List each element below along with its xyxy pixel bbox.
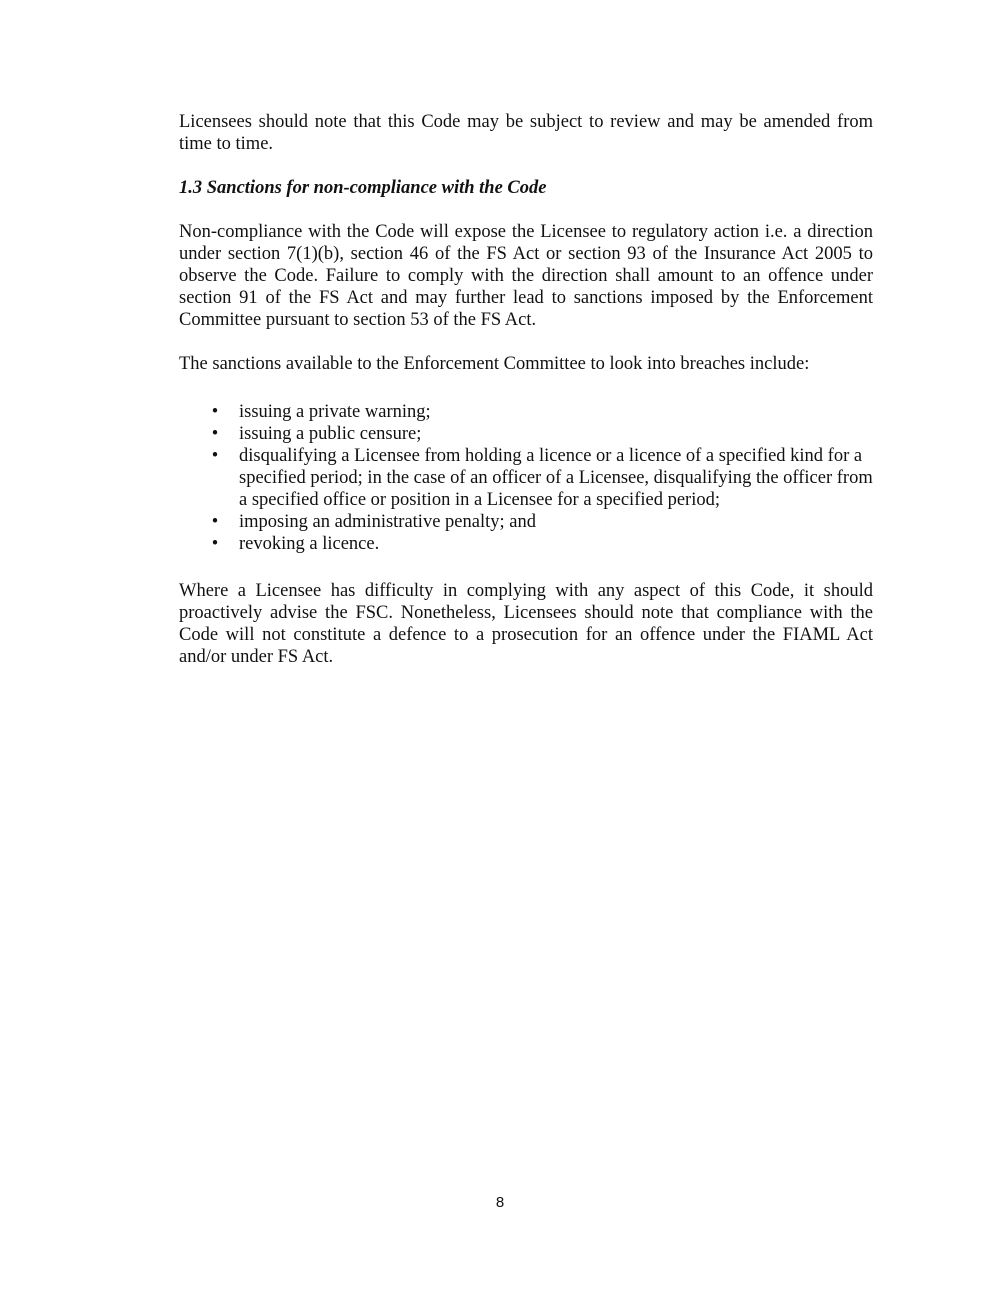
bullet-icon: • <box>211 446 219 466</box>
list-item-text: issuing a private warning; <box>239 402 431 422</box>
list-item-text: issuing a public censure; <box>239 424 422 444</box>
sanctions-list <box>179 401 873 555</box>
bullet-icon: • <box>211 512 219 532</box>
page-number: 8 <box>495 1194 505 1211</box>
list-item <box>179 401 873 423</box>
bullet-icon: • <box>211 534 219 554</box>
list-item <box>179 533 873 555</box>
list-item <box>179 511 873 533</box>
document-body <box>179 111 873 668</box>
closing-paragraph: Where a Licensee has difficulty in complying with any aspect of this Code, it should proactively advise the FSC. Nonetheless, Licensees should note that compliance with the Code will not constitute a defence to a prosecution for an offence under the FIAML Act and/or under FS Act. <box>179 581 873 667</box>
list-item-text: revoking a licence. <box>239 534 380 554</box>
section-heading: 1.3 Sanctions for non-compliance with the Code <box>179 178 547 198</box>
list-item <box>179 445 873 511</box>
bullet-icon: • <box>211 402 219 422</box>
sanctions-intro: The sanctions available to the Enforcement Committee to look into breaches include: <box>179 354 810 374</box>
noncompliance-paragraph: Non-compliance with the Code will expose the Licensee to regulatory action i.e. a direction under section 7(1)(b), section 46 of the FS Act or section 93 of the Insurance Act 2005 to observe the Code. Failure to comply with the direction shall amount to an offence under section 91 of the FS Act and may further lead to sanctions imposed by the Enforcement Committee pursuant to section 53 of the FS Act. <box>179 222 873 330</box>
list-item <box>179 423 873 445</box>
list-item-text: imposing an administrative penalty; and <box>239 512 536 532</box>
intro-paragraph: Licensees should note that this Code may be subject to review and may be amended from time to time. <box>179 112 873 154</box>
bullet-icon: • <box>211 424 219 444</box>
list-item-text: disqualifying a Licensee from holding a licence or a licence of a specified kind for a specified period; in the case of an officer of a Licensee, disqualifying the officer from a specified office or position in a Licensee for a specified period; <box>239 446 873 510</box>
